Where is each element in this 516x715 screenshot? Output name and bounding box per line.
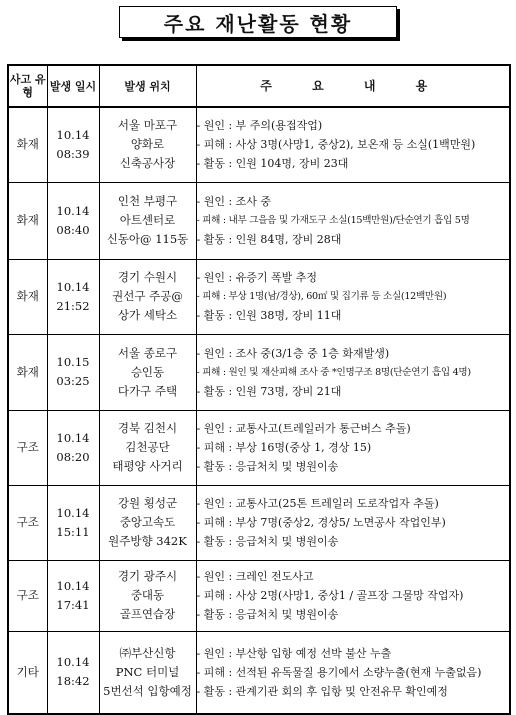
table-row (8, 107, 510, 182)
incident-type: 화재 (8, 334, 47, 410)
location-line: 경북 김천시 (117, 421, 178, 435)
incident-time: 17:41 (56, 597, 90, 612)
location-line: 서울 종로구 (117, 345, 178, 360)
incident-details (196, 182, 510, 259)
incident-date: 10.14 (56, 430, 90, 445)
damage-line: - 피해 : 사상 3명(사망1, 중상2), 보온재 등 소실(1백만원) (196, 138, 476, 152)
table-row (8, 560, 510, 631)
incident-location (99, 485, 196, 560)
damage-line: - 피해 : 내부 그을음 및 가재도구 소실(15백만원)/단순연기 흡입 5명 (196, 215, 470, 226)
damage-line: - 피해 : 부상 16명(중상 1, 경상 15) (196, 441, 372, 454)
incident-location (99, 631, 196, 714)
incident-type: 화재 (8, 107, 47, 182)
damage-line: - 피해 : 선적된 유독물질 용기에서 소량누출(현재 누출없음) (196, 665, 482, 679)
damage-line: - 피해 : 사상 2명(사망1, 중상1 / 골프장 그물망 작업자) (196, 589, 464, 602)
location-line: 5번선석 입항예정 (103, 683, 192, 698)
location-line: 경기 광주시 (117, 569, 178, 583)
header-datetime: 발생 일시 (47, 65, 99, 107)
activity-line: - 활동 : 응급처치 및 병원이송 (196, 608, 339, 621)
location-line: 아트센터로 (119, 213, 176, 227)
incident-datetime (47, 259, 99, 334)
cause-line: - 원인 : 유증기 폭발 추정 (196, 271, 318, 284)
location-line: 경기 수원시 (117, 270, 178, 284)
cause-line: - 원인 : 교통사고(25톤 트레일러 도로작업자 추돌) (196, 497, 439, 510)
location-line: 태평양 사거리 (112, 459, 183, 473)
incident-date: 10.14 (56, 127, 90, 142)
incident-location (99, 560, 196, 631)
location-line: 신동아@ 115동 (106, 232, 189, 246)
activity-line: - 활동 : 관계기관 회의 후 입항 및 안전유무 확인예정 (196, 684, 448, 698)
damage-line: - 피해 : 부상 1명(남/경상), 60㎡ 및 집기류 등 소실(12백만원) (196, 291, 447, 302)
incident-location (99, 182, 196, 259)
activity-line: - 활동 : 인원 84명, 장비 28대 (196, 233, 342, 246)
location-line: 중앙고속도 (119, 515, 176, 529)
location-line: 상가 세탁소 (117, 308, 178, 322)
location-line: 서울 마포구 (117, 118, 178, 133)
cause-line: - 원인 : 크레인 전도사고 (196, 570, 314, 583)
incident-type: 구조 (8, 410, 47, 485)
disaster-activity-table (7, 64, 511, 715)
location-line: 다가구 주택 (117, 383, 178, 398)
header-details: 주 요 내 용 (196, 65, 510, 107)
incident-location (99, 410, 196, 485)
location-line: 원주방향 342K (108, 534, 187, 548)
incident-type: 화재 (8, 182, 47, 259)
incident-location (99, 107, 196, 182)
header-type: 사고 유형 (8, 65, 47, 107)
incident-date: 10.14 (56, 505, 90, 520)
location-line: 신축공사장 (119, 156, 176, 171)
activity-line: - 활동 : 응급처치 및 병원이송 (196, 535, 339, 548)
table-row (8, 259, 510, 334)
incident-type: 화재 (8, 259, 47, 334)
activity-line: - 활동 : 인원 104명, 장비 23대 (196, 157, 349, 171)
incident-time: 18:42 (56, 674, 90, 689)
cause-line: - 원인 : 조사 중(3/1층 중 1층 화재발생) (196, 346, 390, 360)
table-header-row (8, 65, 510, 107)
location-line: 권선구 주공@ (112, 289, 183, 303)
incident-time: 03:25 (56, 374, 90, 388)
incident-time: 08:39 (56, 146, 90, 161)
incident-time: 08:40 (56, 222, 90, 237)
incident-details (196, 560, 510, 631)
incident-details (196, 259, 510, 334)
table-row (8, 182, 510, 259)
page-title: 주요 재난활동 현황 (119, 6, 397, 38)
incident-time: 21:52 (56, 298, 90, 313)
incident-datetime (47, 560, 99, 631)
location-line: 강원 횡성군 (117, 496, 178, 510)
incident-details (196, 107, 510, 182)
activity-line: - 활동 : 인원 73명, 장비 21대 (196, 384, 342, 398)
incident-details (196, 334, 510, 410)
incident-time: 15:11 (56, 524, 90, 539)
table-row (8, 485, 510, 560)
incident-datetime (47, 107, 99, 182)
header-location: 발생 위치 (99, 65, 196, 107)
location-line: 골프연습장 (119, 607, 176, 621)
cause-line: - 원인 : 조사 중 (196, 195, 272, 208)
table-row (8, 334, 510, 410)
incident-date: 10.14 (56, 203, 90, 218)
table-row (8, 631, 510, 714)
activity-line: - 활동 : 응급처치 및 병원이송 (196, 460, 339, 473)
incident-date: 10.14 (56, 279, 90, 294)
incident-location (99, 334, 196, 410)
incident-time: 08:20 (56, 449, 90, 464)
incident-datetime (47, 334, 99, 410)
incident-datetime (47, 631, 99, 714)
incident-location (99, 259, 196, 334)
location-line: 인천 부평구 (117, 194, 178, 208)
incident-type: 기타 (8, 631, 47, 714)
location-line: 양화로 (130, 137, 165, 152)
location-line: 김천공단 (125, 440, 170, 454)
incident-datetime (47, 485, 99, 560)
damage-line: - 피해 : 부상 7명(중상2, 경상5/ 노면공사 작업인부) (196, 516, 446, 529)
location-line: 승인동 (130, 364, 165, 379)
incident-type: 구조 (8, 485, 47, 560)
activity-line: - 활동 : 인원 38명, 장비 11대 (196, 309, 342, 322)
incident-date: 10.14 (56, 655, 90, 670)
incident-details (196, 485, 510, 560)
incident-details (196, 410, 510, 485)
table-row (8, 410, 510, 485)
location-line: PNC 터미널 (115, 664, 180, 679)
incident-type: 구조 (8, 560, 47, 631)
incident-date: 10.15 (56, 355, 90, 369)
incident-datetime (47, 182, 99, 259)
location-line: ㈜부산신항 (119, 645, 176, 660)
location-line: 중대동 (130, 588, 165, 602)
cause-line: - 원인 : 부산항 입항 예정 선박 불산 누출 (196, 646, 392, 660)
cause-line: - 원인 : 부 주의(용접작업) (196, 119, 323, 133)
incident-date: 10.14 (56, 578, 90, 593)
damage-line: - 피해 : 원인 및 재산피해 조사 중 *인명구조 8명(단순연기 흡입 4명) (196, 366, 471, 378)
cause-line: - 원인 : 교통사고(트레일러가 통근버스 추돌) (196, 422, 411, 435)
incident-details (196, 631, 510, 714)
incident-datetime (47, 410, 99, 485)
